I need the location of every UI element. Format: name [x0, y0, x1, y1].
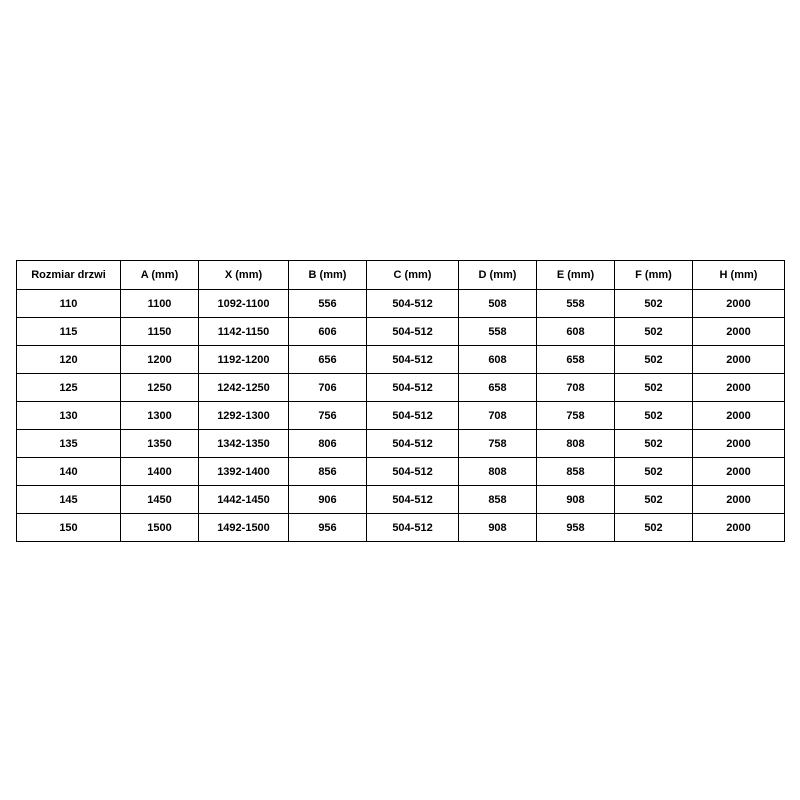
column-header: F (mm) [615, 261, 693, 290]
table-cell: 2000 [693, 374, 785, 402]
table-row [17, 514, 785, 542]
table-cell: 908 [537, 486, 615, 514]
table-body [17, 290, 785, 542]
table-cell: 806 [289, 430, 367, 458]
table-cell: 504-512 [367, 402, 459, 430]
column-header: D (mm) [459, 261, 537, 290]
table-cell: 140 [17, 458, 121, 486]
table-cell: 504-512 [367, 290, 459, 318]
table-cell: 908 [459, 514, 537, 542]
table-cell: 502 [615, 402, 693, 430]
table-cell: 1250 [121, 374, 199, 402]
table-cell: 808 [459, 458, 537, 486]
table-cell: 145 [17, 486, 121, 514]
table-header [17, 261, 785, 290]
table-cell: 150 [17, 514, 121, 542]
table-cell: 1092-1100 [199, 290, 289, 318]
table-cell: 135 [17, 430, 121, 458]
table-row [17, 458, 785, 486]
table-cell: 502 [615, 514, 693, 542]
table-cell: 856 [289, 458, 367, 486]
table-cell: 502 [615, 318, 693, 346]
table-cell: 504-512 [367, 430, 459, 458]
table-cell: 1192-1200 [199, 346, 289, 374]
table-row [17, 318, 785, 346]
table-cell: 608 [537, 318, 615, 346]
column-header: C (mm) [367, 261, 459, 290]
table-cell: 758 [537, 402, 615, 430]
table-row [17, 402, 785, 430]
table-cell: 556 [289, 290, 367, 318]
table-cell: 1392-1400 [199, 458, 289, 486]
table-cell: 2000 [693, 402, 785, 430]
column-header: B (mm) [289, 261, 367, 290]
table-cell: 2000 [693, 346, 785, 374]
table-cell: 558 [537, 290, 615, 318]
table-cell: 504-512 [367, 486, 459, 514]
table-row [17, 486, 785, 514]
table-cell: 1242-1250 [199, 374, 289, 402]
table-cell: 2000 [693, 430, 785, 458]
table-cell: 120 [17, 346, 121, 374]
table-cell: 504-512 [367, 458, 459, 486]
table-cell: 504-512 [367, 346, 459, 374]
table-cell: 502 [615, 374, 693, 402]
column-header: Rozmiar drzwi [17, 261, 121, 290]
table-cell: 504-512 [367, 374, 459, 402]
table-cell: 606 [289, 318, 367, 346]
table-row [17, 374, 785, 402]
table-cell: 125 [17, 374, 121, 402]
table-cell: 958 [537, 514, 615, 542]
table-cell: 110 [17, 290, 121, 318]
table-cell: 2000 [693, 458, 785, 486]
table-row [17, 346, 785, 374]
table-cell: 758 [459, 430, 537, 458]
table-row [17, 430, 785, 458]
table-row [17, 290, 785, 318]
table-cell: 1492-1500 [199, 514, 289, 542]
table-cell: 1400 [121, 458, 199, 486]
table-cell: 1342-1350 [199, 430, 289, 458]
table-cell: 1292-1300 [199, 402, 289, 430]
table-cell: 1100 [121, 290, 199, 318]
table-cell: 2000 [693, 514, 785, 542]
table-cell: 502 [615, 458, 693, 486]
table-cell: 504-512 [367, 514, 459, 542]
column-header: A (mm) [121, 261, 199, 290]
table-cell: 808 [537, 430, 615, 458]
column-header: X (mm) [199, 261, 289, 290]
table-cell: 504-512 [367, 318, 459, 346]
table-cell: 558 [459, 318, 537, 346]
table-cell: 756 [289, 402, 367, 430]
table-cell: 1142-1150 [199, 318, 289, 346]
column-header: H (mm) [693, 261, 785, 290]
table-cell: 956 [289, 514, 367, 542]
table-cell: 708 [537, 374, 615, 402]
table-cell: 658 [537, 346, 615, 374]
table-cell: 1200 [121, 346, 199, 374]
table-cell: 1150 [121, 318, 199, 346]
table-cell: 508 [459, 290, 537, 318]
table-cell: 502 [615, 290, 693, 318]
table-cell: 706 [289, 374, 367, 402]
door-size-spec-table [16, 260, 785, 542]
table-cell: 502 [615, 486, 693, 514]
table-cell: 708 [459, 402, 537, 430]
table-cell: 1450 [121, 486, 199, 514]
table-cell: 608 [459, 346, 537, 374]
table-cell: 858 [459, 486, 537, 514]
table-cell: 2000 [693, 486, 785, 514]
table-cell: 2000 [693, 290, 785, 318]
table-cell: 658 [459, 374, 537, 402]
table-cell: 906 [289, 486, 367, 514]
table-cell: 115 [17, 318, 121, 346]
table-cell: 502 [615, 346, 693, 374]
spec-table-container [16, 260, 784, 542]
table-cell: 1300 [121, 402, 199, 430]
table-cell: 1442-1450 [199, 486, 289, 514]
table-cell: 858 [537, 458, 615, 486]
table-cell: 1500 [121, 514, 199, 542]
table-cell: 2000 [693, 318, 785, 346]
table-cell: 130 [17, 402, 121, 430]
column-header: E (mm) [537, 261, 615, 290]
table-cell: 502 [615, 430, 693, 458]
table-cell: 656 [289, 346, 367, 374]
table-cell: 1350 [121, 430, 199, 458]
table-header-row [17, 261, 785, 290]
